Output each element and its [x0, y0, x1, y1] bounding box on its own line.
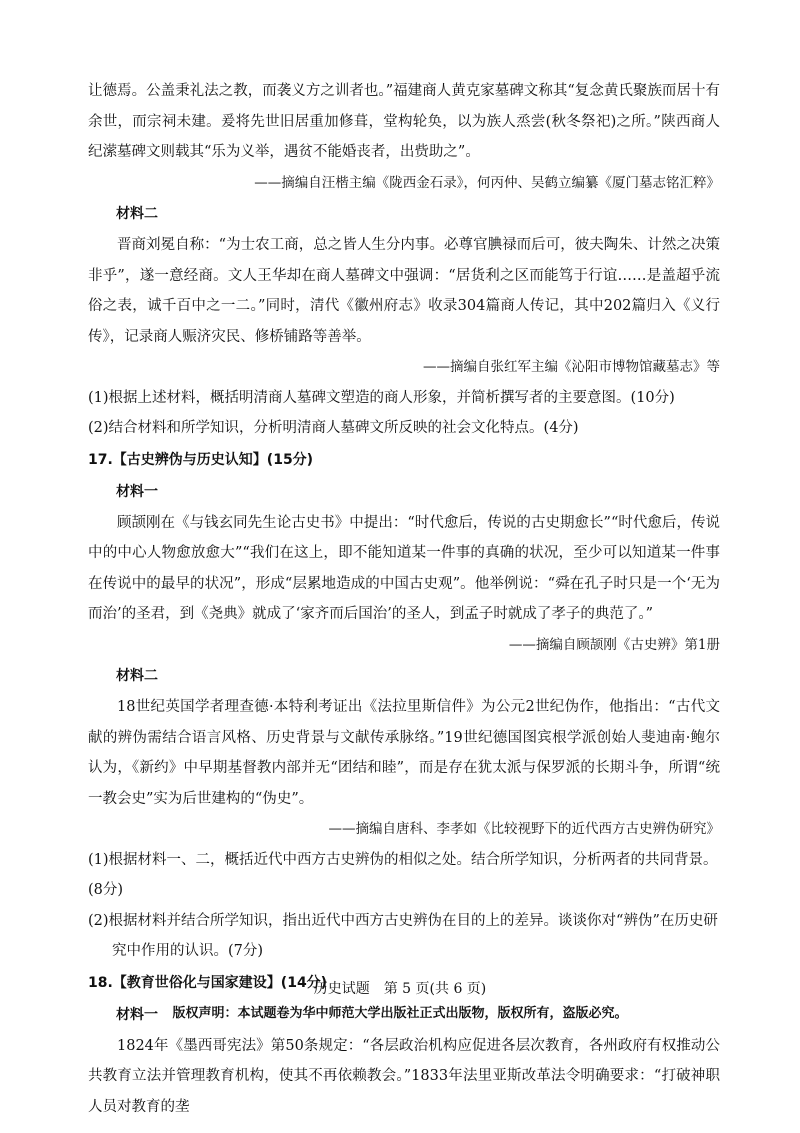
copyright-notice: 版权声明：本试题卷为华中师范大学出版社正式出版物，版权所有，盗版必究。	[172, 1006, 628, 1021]
page-number-footer: 历史试题 第 5 页(共 6 页)	[313, 981, 487, 997]
material-text: 晋商刘冕自称：“为士农工商，总之皆人生分内事。必尊官腆禄而后可，彼夫陶朱、计然之决策非乎”，遂一意经商。文人王华却在商人墓碑文中强调：“居货利之区而能笃于行谊……是盖超乎流俗之表，诚千百中之一二。”同时，清代《徽州府志》收录304篇商人传记，其中202篇归入《义行传》，记录商人赈济灾民、修桥铺路等善举。	[88, 237, 720, 345]
material-heading: 材料二	[116, 206, 158, 222]
material-text: 顾颉刚在《与钱玄同先生论古史书》中提出：“时代愈后，传说的古史期愈长”“时代愈后，传说中的中心人物愈放愈大”“我们在这上，即不能知道某一件事的真确的状况，至少可以知道某一件事在传说中的最早的状况”，形成“层累地造成的中国古史观”。他举例说：“舜在孔子时只是一个‘无为而治’的圣君，到《尧典》就成了‘家齐而后国治’的圣人，到孟子时就成了孝子的典范了。”	[88, 514, 720, 622]
question-title: 17.【古史辨伪与历史认知】(15分)	[88, 451, 314, 468]
material-heading: 材料一	[116, 483, 158, 500]
question-item: (1)根据材料一、二，概括近代中西方古史辨伪的相似之处。结合所学知识，分析两者的共同背景。(8分)	[88, 851, 718, 898]
question-item: (2)结合材料和所学知识，分析明清商人墓碑文所反映的社会文化特点。(4分)	[88, 420, 579, 436]
material-text: 18世纪英国学者理查德·本特利考证出《法拉里斯信件》为公元2世纪伪作，他指出：“古代文献的辨伪需结合语言风格、历史背景与文献传承脉络。”19世纪德国图宾根学派创始人斐迪南·鲍尔认为，《新约》中早期基督教内部并无“团结和睦”，而是存在犹太派与保罗派的长期斗争，所谓“统一教会史”实为后世建构的“伪史”。	[88, 699, 720, 807]
question-title: 18.【教育世俗化与国家建设】(14分)	[88, 974, 328, 991]
material-heading: 材料一	[116, 1006, 158, 1023]
material-heading: 材料二	[116, 668, 158, 684]
question-item: (2)根据材料并结合所学知识，指出近代中西方古史辨伪在目的上的差异。谈谈你对“辨伪”在历史研究中作用的认识。(7分)	[88, 912, 718, 959]
source-citation: ——摘编自顾颉刚《古史辨》第1册	[508, 636, 720, 653]
source-citation: ——摘编自张红军主编《沁阳市博物馆藏墓志》等	[423, 359, 720, 375]
question-item: (1)根据上述材料，概括明清商人墓碑文塑造的商人形象，并简析撰写者的主要意图。(10分)	[88, 389, 675, 406]
source-citation: ——摘编自唐科、李孝如《比较视野下的近代西方古史辨伪研究》	[328, 821, 720, 837]
continued-paragraph: 让德焉。公盖秉礼法之教，而袭义方之训者也。”福建商人黄克家墓碑文称其“复念黄氏聚族而居十有余世，而宗祠未建。爰将先世旧居重加修葺，堂构轮奂，以为族人烝尝(秋冬祭祀)之所。”陕西商人纪潆墓碑文则载其“乐为义举，遇贫不能婚丧者，出赀助之”。	[88, 83, 720, 160]
source-citation: ——摘编自汪楷主编《陇西金石录》，何丙仲、吴鹤立编纂《厦门墓志铭汇粹》	[254, 174, 720, 191]
material-text: 1824年《墨西哥宪法》第50条规定：“各层政治机构应促进各层次教育，各州政府有权推动公共教育立法并管理教育机构，使其不再依赖教会。”1833年法里亚斯改革法令明确要求：“打破神职人员对教育的垄	[88, 1037, 720, 1115]
page-content	[88, 76, 720, 1122]
